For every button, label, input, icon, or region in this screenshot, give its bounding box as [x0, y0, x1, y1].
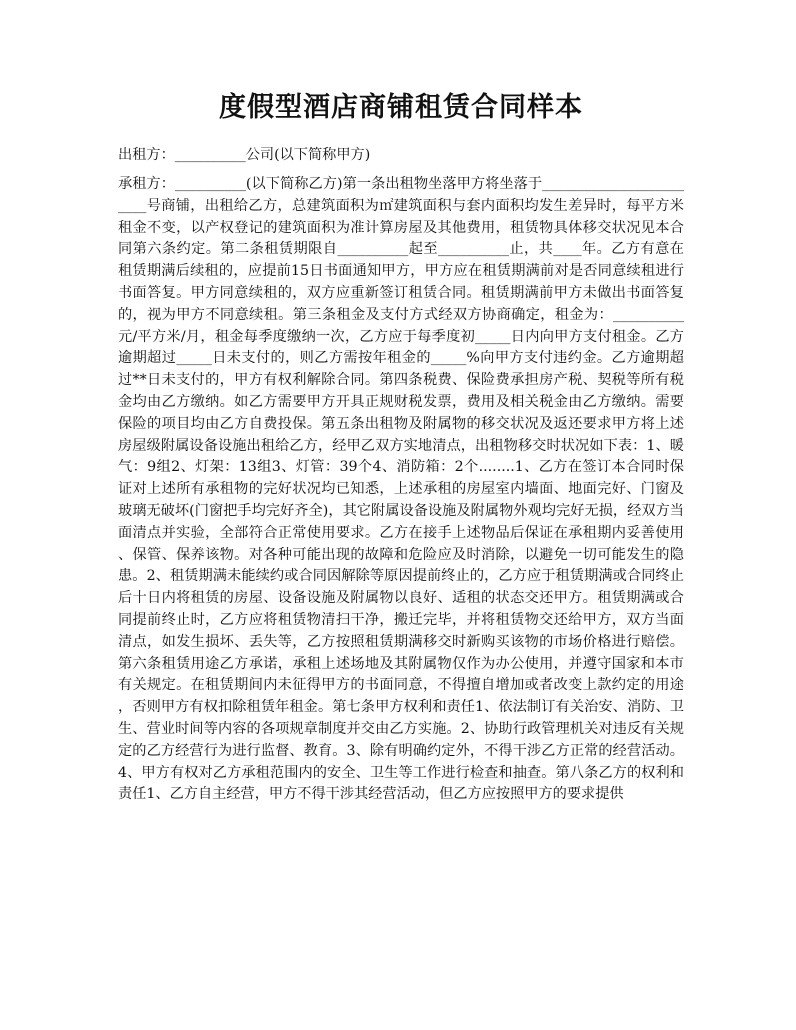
contract-body: 承租方：__________(以下简称乙方)第一条出租物坐落甲方将坐落于________________________号商铺，出租给乙方，总建筑面积为㎡建筑面积与套内面积均发生差异时，每平方米租金不变，以产权登记的建筑面积为准计算房屋及其他费用，租赁物具体移交状况见本合同第六条约定。第二条租赁期限自__________起至__________止，共____年。乙方有意在租赁期满后续租的，应提前15日书面通知甲方，甲方应在租赁期满前对是否同意续租进行书面答复。甲方同意续租的，双方应重新签订租赁合同。租赁期满前甲方未做出书面答复的，视为甲方不同意续租。第三条租金及支付方式经双方协商确定，租金为：__________元/平方米/月，租金每季度缴纳一次，乙方应于每季度初_____日内向甲方支付租金。乙方逾期超过_____日未支付的，则乙方需按年租金的_____%向甲方支付违约金。乙方逾期超过**日未支付的，甲方有权利解除合同。第四条税费、保险费承担房产税、契税等所有税金均由乙方缴纳。如乙方需要甲方开具正规财税发票，费用及相关税金由乙方缴纳。需要保险的项目均由乙方自费投保。第五条出租物及附属物的移交状况及返还要求甲方将上述房屋级附属设备设施出租给乙方，经甲乙双方实地清点，出租物移交时状况如下表：1、暖气：9组2、灯架：13组3、灯管：39个4、消防箱：2个........1、乙方在签订本合同时保证对上述所有承租物的完好状况均已知悉，上述承租的房屋室内墙面、地面完好、门窗及玻璃无破坏(门窗把手均完好齐全)，其它附属设备设施及附属物外观均完好无损，经双方当面清点并实验，全部符合正常使用要求。乙方在接手上述物品后保证在承租期内妥善使用、保管、保养该物。对各种可能出现的故障和危险应及时消除，以避免一切可能发生的隐患。2、租赁期满未能续约或合同因解除等原因提前终止的，乙方应于租赁期满或合同终止后十日内将租赁的房屋、设备设施及附属物以良好、适租的状态交还甲方。租赁期满或合同提前终止时，乙方应将租赁物清扫干净，搬迁完毕，并将租赁物交还给甲方，双方当面清点，如发生损坏、丢失等，乙方按照租赁期满移交时新购买该物的市场价格进行赔偿。第六条租赁用途乙方承诺，承租上述场地及其附属物仅作为办公使用，并遵守国家和本市有关规定。在租赁期间内未征得甲方的书面同意，不得擅自增加或者改变上款约定的用途，否则甲方有权扣除租赁年租金。第七条甲方权利和责任1、依法制订有关治安、消防、卫生、营业时间等内容的各项规章制度并交由乙方实施。2、协助行政管理机关对违反有关规定的乙方经营行为进行监督、教育。3、除有明确约定外，不得干涉乙方正常的经营活动。4、甲方有权对乙方承租范围内的安全、卫生等工作进行检查和抽查。第八条乙方的权利和责任1、乙方自主经营，甲方不得干涉其经营活动，但乙方应按照甲方的要求提供 — [118, 176, 684, 803]
document-page — [118, 88, 684, 806]
lessor-line: 出租方：__________公司(以下简称甲方) — [118, 147, 371, 163]
document-title: 度假型酒店商铺租赁合同样本 — [219, 92, 583, 123]
